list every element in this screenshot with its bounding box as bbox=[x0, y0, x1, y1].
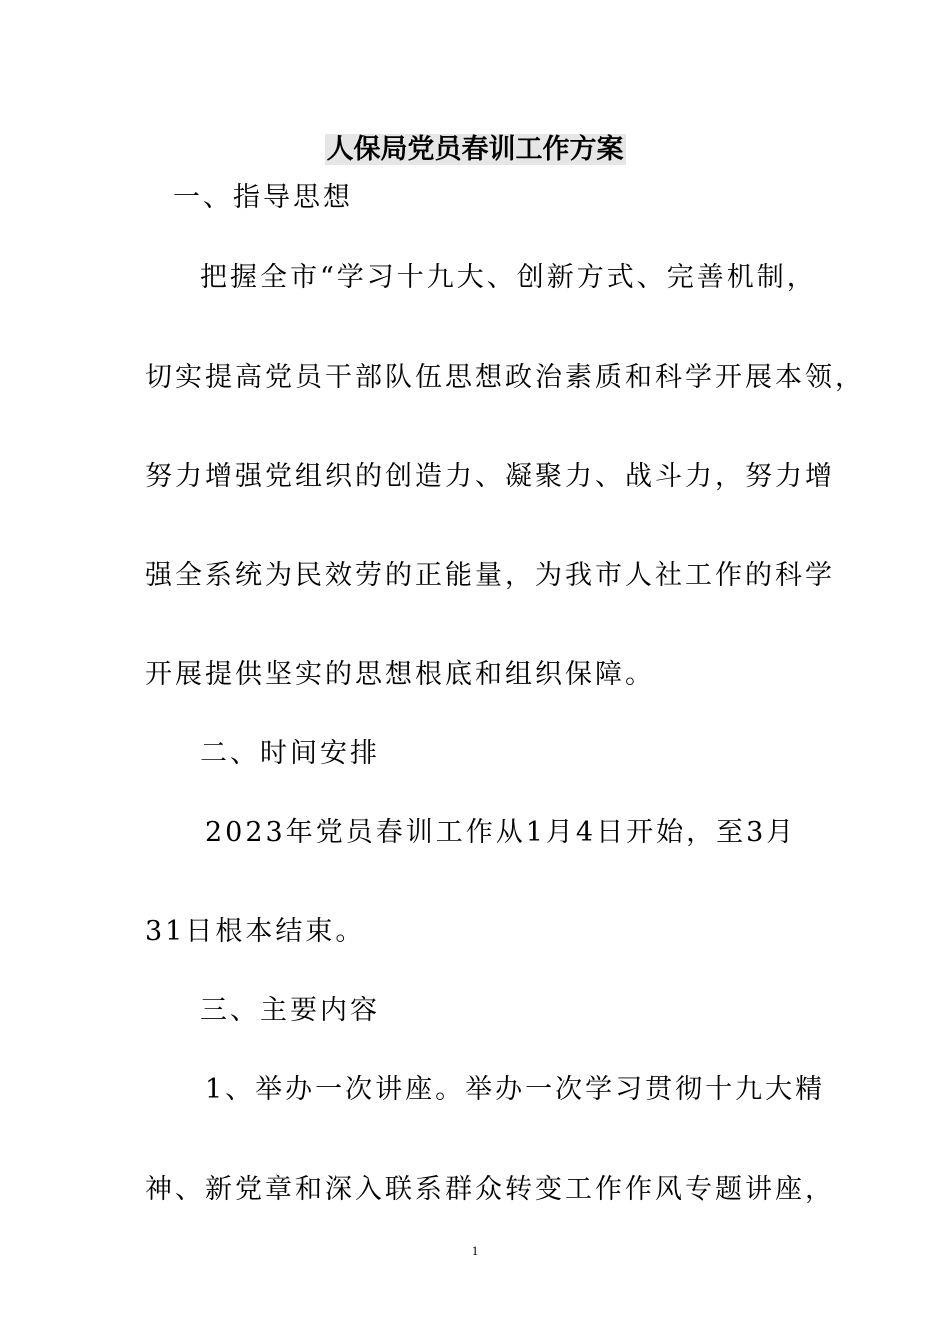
paragraph-line: 切实提高党员干部队伍思想政治素质和科学开展本领， bbox=[145, 362, 865, 393]
paragraph-line: 1、举办一次讲座。举办一次学习贯彻十九大精 bbox=[205, 1074, 826, 1105]
paragraph-line: 努力增强党组织的创造力、凝聚力、战斗力，努力增 bbox=[145, 461, 835, 492]
section-heading-guiding-ideology: 一、指导思想 bbox=[173, 182, 353, 213]
paragraph-line: 31日根本结束。 bbox=[145, 916, 366, 947]
section-heading-main-content: 三、主要内容 bbox=[200, 995, 380, 1026]
document-title bbox=[0, 130, 950, 170]
paragraph-line: 2023年党员春训工作从1月4日开始，至3月 bbox=[205, 817, 797, 848]
paragraph-line: 把握全市“学习十九大、创新方式、完善机制， bbox=[200, 262, 817, 293]
paragraph-line: 神、新党章和深入联系群众转变工作作风专题讲座， bbox=[145, 1174, 835, 1205]
page-number: 1 bbox=[471, 1243, 479, 1258]
section-heading-schedule: 二、时间安排 bbox=[200, 738, 380, 769]
document-title-text: 人保局党员春训工作方案 bbox=[326, 134, 624, 165]
paragraph-line: 开展提供坚实的思想根底和组织保障。 bbox=[145, 659, 655, 690]
paragraph-line: 强全系统为民效劳的正能量，为我市人社工作的科学 bbox=[145, 560, 835, 591]
